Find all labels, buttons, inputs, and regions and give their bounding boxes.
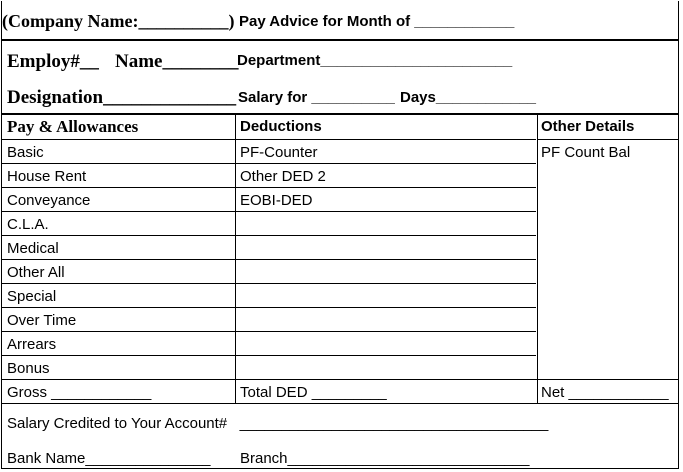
pay-advice-form: [1, 1, 679, 469]
row-line: [2, 139, 536, 140]
row-line: [2, 235, 536, 236]
account-number-label: Salary Credited to Your Account# _____________________________________: [7, 415, 549, 432]
total-deductions: Total DED _________: [240, 384, 387, 401]
row-line: [537, 139, 678, 140]
row-line: [2, 211, 536, 212]
divider-header: [2, 39, 678, 41]
company-name-label: (Company Name:__________): [2, 11, 235, 31]
row-line: [2, 283, 536, 284]
row-line: [2, 307, 536, 308]
pay-item-medical: Medical: [7, 240, 59, 257]
pay-item-house-rent: House Rent: [7, 168, 87, 185]
designation-label: Designation______________: [7, 87, 237, 108]
pay-item-cla: C.L.A.: [7, 216, 49, 233]
row-line: [2, 259, 536, 260]
pay-advice-month-label: Pay Advice for Month of ____________: [239, 13, 515, 30]
column-divider-2: [537, 114, 538, 403]
divider-table-top: [2, 113, 678, 115]
pay-item-bonus: Bonus: [7, 360, 50, 377]
row-line: [2, 163, 536, 164]
pay-item-other-all: Other All: [7, 264, 65, 281]
pay-item-special: Special: [7, 288, 57, 305]
salary-for-label: Salary for __________: [238, 89, 395, 106]
row-line: [2, 355, 536, 356]
pay-item-conveyance: Conveyance: [7, 192, 91, 209]
row-line: [2, 187, 536, 188]
pay-item-arrears: Arrears: [7, 336, 57, 353]
days-label: Days____________: [400, 89, 536, 106]
pay-allowances-header: Pay & Allowances: [7, 117, 139, 136]
net-pay: Net ____________: [541, 384, 669, 401]
other-details-header: Other Details: [541, 118, 635, 135]
bank-name-label: Bank Name_______________: [7, 450, 211, 467]
deduction-item-other-ded-2: Other DED 2: [240, 168, 326, 185]
pay-item-over-time: Over Time: [7, 312, 77, 329]
deduction-item-eobi-ded: EOBI-DED: [240, 192, 313, 209]
gross-total: Gross ____________: [7, 384, 152, 401]
pay-item-basic: Basic: [7, 144, 44, 161]
department-label: Department_______________________: [237, 52, 513, 69]
employ-number-label: Employ#__: [7, 51, 99, 72]
deductions-header: Deductions: [240, 118, 322, 135]
row-line: [2, 331, 536, 332]
branch-label: Branch_____________________________: [240, 450, 530, 467]
employee-name-label: Name________: [115, 51, 239, 72]
other-detail-pf-count-bal: PF Count Bal: [541, 144, 631, 161]
row-line-table-bottom: [2, 403, 678, 404]
deduction-item-pf-counter: PF-Counter: [240, 144, 318, 161]
row-line-totals: [2, 379, 678, 380]
